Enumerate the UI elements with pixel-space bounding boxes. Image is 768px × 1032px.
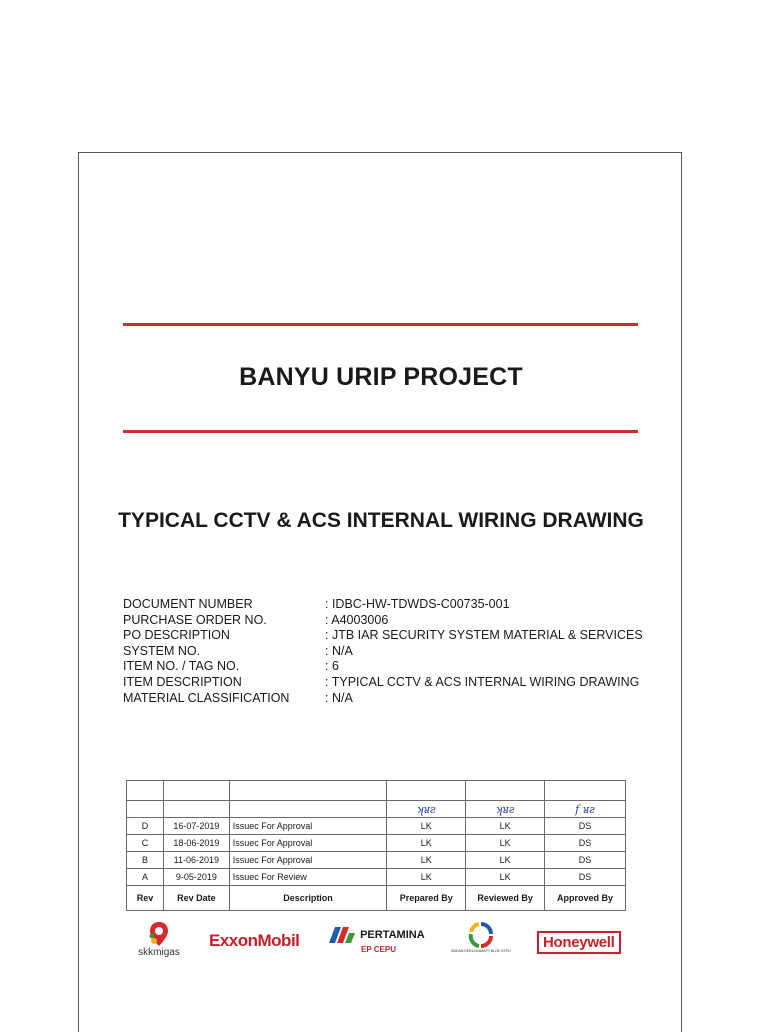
sponsor-logos [79, 915, 683, 965]
table-row-signatures [127, 801, 626, 818]
meta-label: PURCHASE ORDER NO. [123, 612, 267, 627]
meta-label: ITEM NO. / TAG NO. [123, 659, 240, 674]
project-title: BANYU URIP PROJECT [239, 363, 523, 391]
document-sheet [78, 152, 682, 1032]
revision-table [126, 780, 626, 911]
map-pin-icon [148, 921, 170, 947]
meta-label: SYSTEM NO. [123, 643, 201, 658]
meta-label: DOCUMENT NUMBER [123, 597, 253, 611]
header-description: Description [229, 886, 387, 911]
table-row: A 9-05-2019 Issuec For Review LK LK DS [127, 869, 626, 886]
table-row: B 11-06-2019 Issuec For Approval LK LK DS [127, 852, 626, 869]
reviewed-signature: ʞᴚƨ [466, 801, 545, 818]
meta-value: : N/A [325, 644, 643, 660]
pertamina-sub: EP CEPU [361, 945, 396, 954]
exxonmobil-logo: ExxonMobil [209, 931, 300, 950]
meta-value: : A4003006 [325, 613, 643, 629]
meta-value: : N/A [325, 691, 643, 707]
document-title: TYPICAL CCTV & ACS INTERNAL WIRING DRAWING [118, 509, 644, 532]
prepared-signature: ʞᴚƨ [387, 801, 466, 818]
meta-row-item-description [123, 675, 643, 691]
meta-value: : 6 [325, 659, 643, 675]
skkmigas-wordmark: skkmigas [138, 947, 180, 958]
table-row: C 18-06-2019 Issuec For Approval LK LK DS [127, 835, 626, 852]
meta-row-document-number [123, 597, 643, 613]
header-rev: Rev [127, 886, 164, 911]
bkk-logo [451, 921, 511, 953]
bkk-wordmark: BADAN KERJASAMA PI BLOK CEPU [451, 949, 511, 953]
header-approved-by: Approved By [545, 886, 626, 911]
meta-label: PO DESCRIPTION [123, 628, 230, 643]
table-header-row [127, 886, 626, 911]
bkk-emblem-icon [466, 921, 496, 949]
meta-value: : TYPICAL CCTV & ACS INTERNAL WIRING DRAWING [325, 675, 643, 691]
top-red-rule [123, 323, 638, 326]
skkmigas-logo [124, 921, 194, 958]
pertamina-logo [327, 925, 425, 954]
header-prepared-by: Prepared By [387, 886, 466, 911]
table-row-blank [127, 781, 626, 801]
meta-label: MATERIAL CLASSIFICATION [123, 690, 290, 705]
honeywell-logo: Honeywell [537, 931, 621, 954]
meta-row-po-description [123, 628, 643, 644]
meta-row-system-no [123, 644, 643, 660]
pertamina-arrow-icon [327, 925, 357, 945]
document-metadata [123, 597, 643, 706]
table-row: D 16-07-2019 Issuec For Approval LK LK DS [127, 818, 626, 835]
meta-label: ITEM DESCRIPTION [123, 674, 242, 689]
meta-value: : JTB IAR SECURITY SYSTEM MATERIAL & SERVICES [325, 628, 643, 644]
meta-value: : IDBC-HW-TDWDS-C00735-001 [325, 597, 643, 613]
meta-row-purchase-order [123, 613, 643, 629]
header-rev-date: Rev Date [163, 886, 229, 911]
meta-row-item-no [123, 659, 643, 675]
pertamina-wordmark: PERTAMINA [360, 928, 425, 941]
header-reviewed-by: Reviewed By [466, 886, 545, 911]
meta-row-material-classification [123, 691, 643, 707]
approved-signature: f ᴚƨ [545, 801, 626, 818]
bottom-red-rule [123, 430, 638, 433]
